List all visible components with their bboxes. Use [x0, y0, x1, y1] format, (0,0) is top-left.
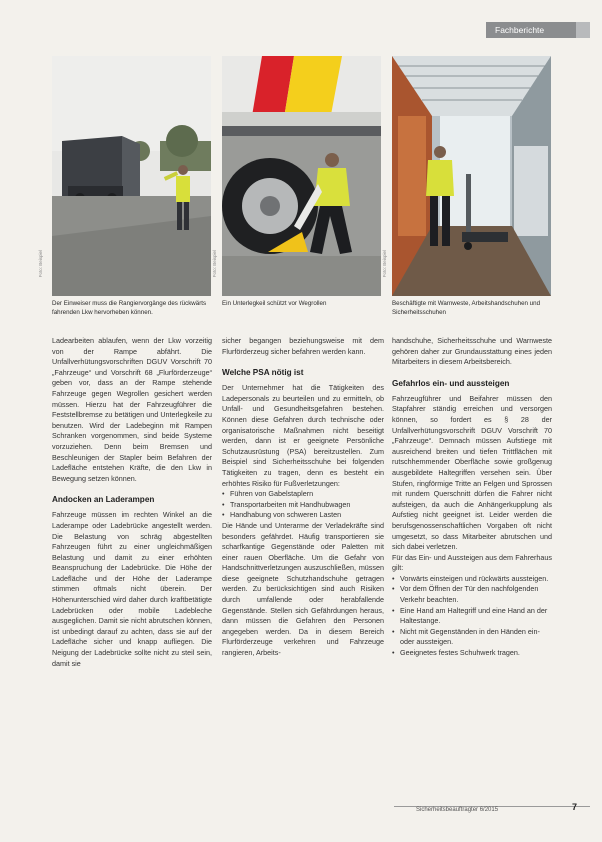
photo-credit-3: Foto: Beispiel [382, 250, 387, 278]
photo-caption-3: Beschäftigte mit Warnweste, Arbeitshandschuhen und Sicherheitsschuhen [392, 300, 541, 316]
paragraph: Ladearbeiten ablaufen, wenn der Lkw vorzeitig von der Rampe abfährt. Die Unfallverhütungsvorschriften DGUV Vorschrift 70 „Fahrzeuge“ und Vorschrift 68 „Flurförderzeuge“ geben vor, dass an der Rampe stehende Fahrzeuge gegen Wegrollen gesichert werden müssen. Hierzu hat der Fahrzeugführer die Feststellbremse zu betätigen und Unterlegkeile zu benutzen. Wird der Ladebeginn mit Rampen Schranken vorgenommen, sind beide Systeme vorzuziehen. Denn beim Bremsen und Beschleunigen der Stapler beim Befahren der Ladefläche entstehen Kräfte, die den Lkw in Bewegung setzen können. [52, 336, 212, 483]
text-column-2 [222, 336, 384, 659]
text-column-3 [392, 336, 552, 659]
list-item: • Transportarbeiten mit Handhubwagen [222, 500, 384, 511]
subheading: Gefahrlos ein- und aussteigen [392, 378, 510, 388]
paragraph: Fahrzeugführer und Beifahrer müssen den Stapfahrer ständig erreichen und versorgen können, so fordert es § 28 der Unfallverhütungsvorschrift DGUV Vorschrift 70 „Fahrzeuge“. Demnach müssen Aufstiege mit ausreichend breiten und tiefen Trittflächen mit rutschhemmender Oberfläche sowie großgenug ausgebildete Haltegriffen versehen sein. Über Stufen, ringförmige Tritte an Felgen und Sprossen mit rundem Querschnitt dürfen die Fahrer nicht aufsteigen, da auch die Anhängerkupplung als Aufstieg nicht geeignet ist. Leider werden die berufsgenossenschaftlichen Vorgaben oft nicht umgesetzt, so dass Mitarbeiter abrutschen und sich dabei verletzen. [392, 393, 552, 552]
photo-caption-1: Der Einweiser muss die Rangiervorgänge des rückwärts fahrenden Lkw hervorheben können. [52, 300, 207, 316]
list-item: • Eine Hand am Haltegriff und eine Hand an der Haltestange. [392, 606, 552, 627]
text-column-1 [52, 336, 212, 669]
footer-publication: Sicherheitsbeauftragter 6/2015 [416, 807, 499, 813]
list-item: • Vor dem Öffnen der Tür den nachfolgenden Verkehr beachten. [392, 584, 552, 605]
photo-truck-marshal [52, 56, 211, 296]
subheading: Welche PSA nötig ist [222, 368, 304, 378]
photo-credit-1: Foto: Beispiel [38, 250, 43, 278]
list-item: • Handhabung von schweren Lasten [222, 510, 384, 521]
photo-trailer-worker [392, 56, 551, 296]
section-tab-marker [576, 22, 590, 38]
paragraph: handschuhe, Sicherheitsschuhe und Warnweste gehören daher zur Grundausstattung eines jeden Mitarbeiters in diesem Arbeitsbereich. [392, 336, 552, 367]
paragraph: sicher begangen beziehungsweise mit dem Flurförderzeug sicher befahren werden kann. [222, 336, 384, 356]
photo-wheel-chock [222, 56, 381, 296]
photo-caption-2: Ein Unterlegkeil schützt vor Wegrollen [222, 300, 327, 307]
paragraph: Die Hände und Unterarme der Verladekräfte sind besonders gefährdet. Häufig transportieren sie scharfkantige Gegenstände oder Paletten mit einer rauen Oberfläche. Um die Gefahr von Handschnittverletzungen auszuschließen, müssen diese geeignete Schutzhandschuhe getragen werden. Zu berücksichtigen sind auch Risiken durch umfallende oder herabfallende Gegenstände. Stellen sich Gefährdungen heraus, dann müssen die Gefahren den Personen angegeben werden. Da in diesem Bereich Flurförderzeuge verkehren und Fahrzeuge rangieren, Arbeits- [222, 520, 384, 658]
list-item: • Geeignetes festes Schuhwerk tragen. [392, 648, 552, 659]
subheading: Andocken an Laderampen [52, 495, 155, 505]
list-item: • Vorwärts einsteigen und rückwärts aussteigen. [392, 574, 552, 585]
list-item: • Führen von Gabelstaplern [222, 489, 384, 500]
list-item: • Nicht mit Gegenständen in den Händen ein- oder aussteigen. [392, 627, 552, 648]
bullet-list [222, 489, 384, 521]
page-number: 7 [572, 802, 578, 812]
bullet-list [392, 574, 552, 659]
paragraph: Fahrzeuge müssen im rechten Winkel an die Laderampe oder Ladebrücke angestellt werden. Die Belastung von schräg abgestellten Fahrzeugen führt zu einer ungleichmäßigen Belastung und damit zu einer erhöhten Beanspruchung der Ladebrücke. Die Höhe der Ladefläche und der Höhe der Laderampe stimmen oftmals nicht überein. Der Höhenunterschied wird daher durch kraftbetätigte Ladebrücken oder mobile Ladebleche ausgeglichen. Damit sie nicht abrutschen können, ist unbedingt darauf zu achten, dass sie auf der Ladefläche sicher und knapp aufliegen. Die Neigung der Ladebrücke sollte nicht zu steil sein, damit sie [52, 510, 212, 668]
photo-credit-2: Foto: Beispiel [212, 250, 217, 278]
section-tab [486, 22, 590, 38]
section-label: Fachberichte [495, 25, 545, 35]
paragraph: Für das Ein- und Aussteigen aus dem Fahrerhaus gilt: [392, 552, 552, 573]
paragraph: Der Unternehmer hat die Tätigkeiten des Ladepersonals zu beurteilen und zu ermitteln, ob Unfall- und Gesundheitsgefahren bestehen. Können diese Gefahren durch technische oder organisatorische Maßnahmen nicht beseitigt werden, dann ist er geeignete Persönliche Schutzausrüstung (PSA) bereitzustellen. Zum Beispiel sind Sicherheitsschuhe bei folgenden Tätigkeiten zu tragen, denn es besteht ein erhöhtes Risiko für Fußverletzungen: [222, 383, 384, 488]
